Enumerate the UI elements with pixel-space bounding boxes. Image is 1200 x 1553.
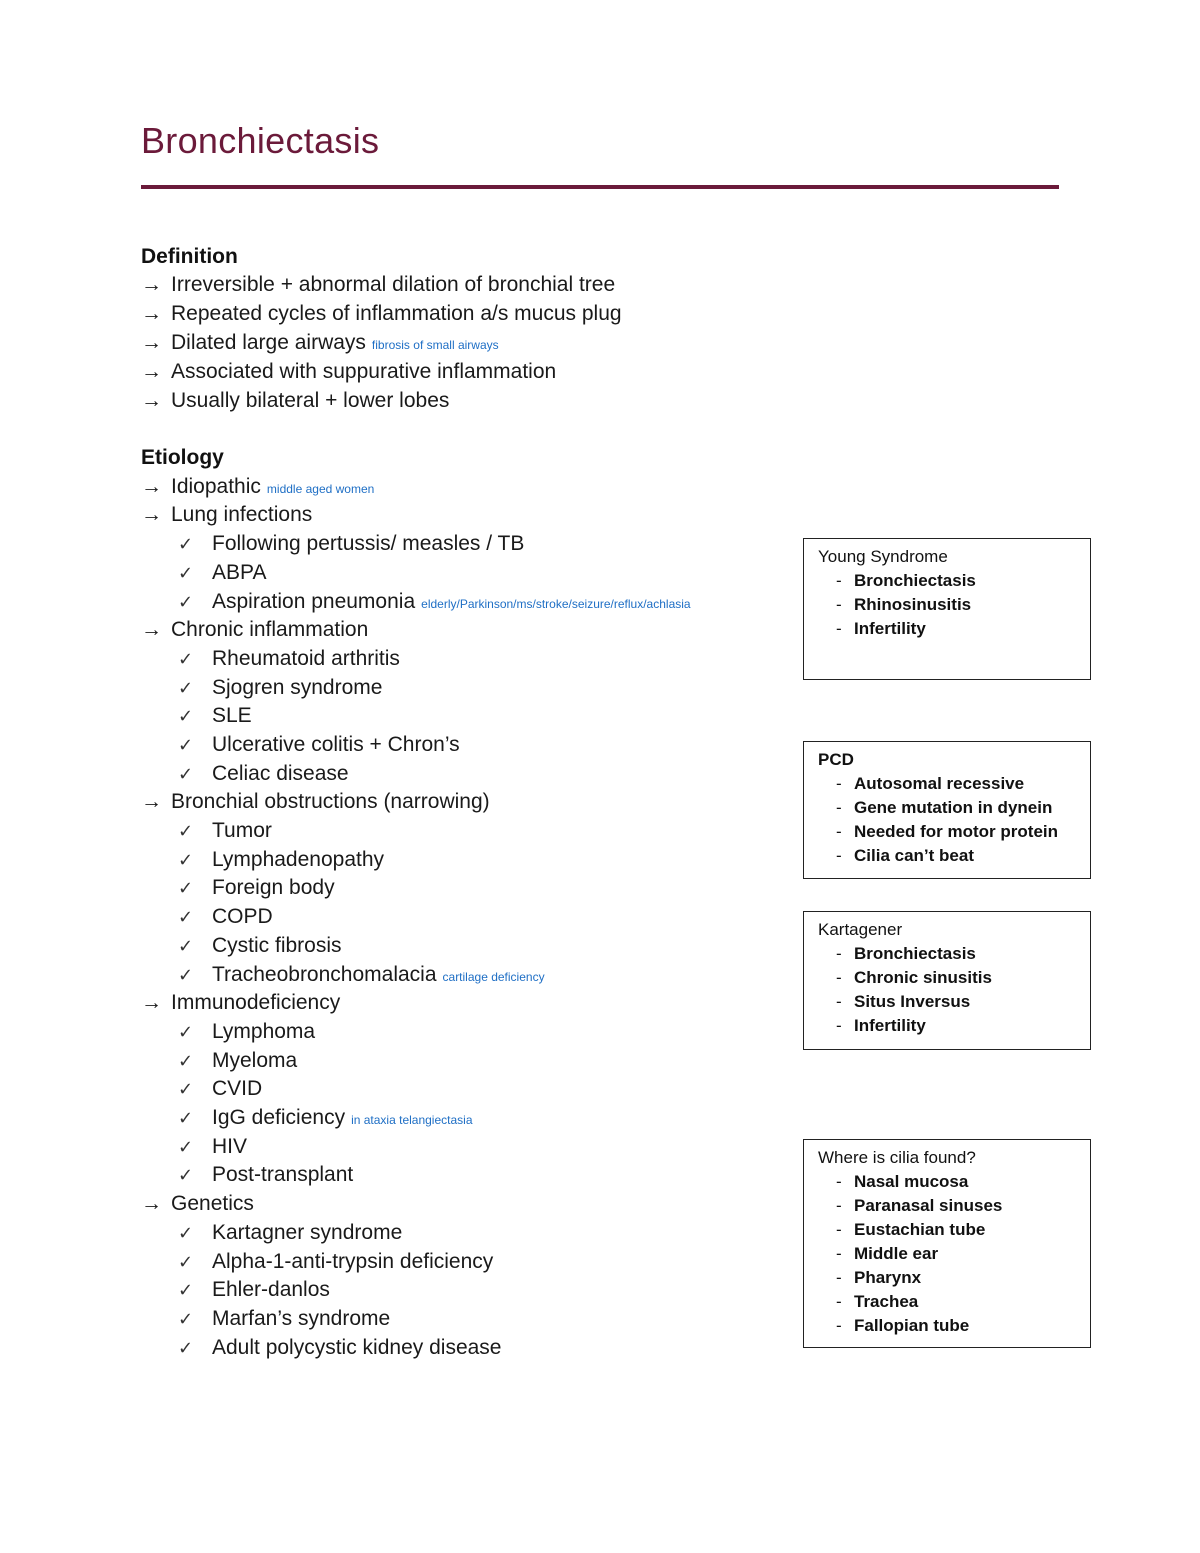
annotation-note: cartilage deficiency xyxy=(442,970,545,984)
checkmark-icon: ✓ xyxy=(178,1252,194,1272)
checkmark-icon: ✓ xyxy=(178,907,194,927)
box-item: - Pharynx xyxy=(836,1268,922,1287)
etiology-category: → Bronchial obstructions (narrowing) xyxy=(141,790,490,813)
box-item: - Eustachian tube xyxy=(836,1220,986,1239)
arrow-icon: → xyxy=(141,991,162,1014)
checkmark-icon: ✓ xyxy=(178,1223,194,1243)
list-item: ✓ Tracheobronchomalacia cartilage deficiency xyxy=(178,963,545,986)
box-item: - Chronic sinusitis xyxy=(836,968,992,987)
etiology-category: → Immunodeficiency xyxy=(141,991,341,1014)
box-title: Young Syndrome xyxy=(818,547,948,566)
definition-item: → Repeated cycles of inflammation a/s mucus plug xyxy=(141,302,622,325)
arrow-icon: → xyxy=(141,389,162,412)
definition-item: → Irreversible + abnormal dilation of bronchial tree xyxy=(141,273,616,296)
pcd-box xyxy=(803,741,1091,879)
box-item: - Trachea xyxy=(836,1292,919,1311)
annotation-note: in ataxia telangiectasia xyxy=(351,1113,473,1127)
list-item: ✓ Tumor xyxy=(178,819,272,842)
list-item: ✓ IgG deficiency in ataxia telangiectasia xyxy=(178,1106,473,1129)
list-item: ✓ Alpha-1-anti-trypsin deficiency xyxy=(178,1250,494,1273)
definition-item: → Dilated large airways fibrosis of small airways xyxy=(141,331,499,354)
box-item: - Fallopian tube xyxy=(836,1316,970,1335)
box-item: - Needed for motor protein xyxy=(836,822,1059,841)
checkmark-icon: ✓ xyxy=(178,1309,194,1329)
kartagener-box xyxy=(803,911,1091,1050)
box-title: PCD xyxy=(818,750,854,769)
list-item: ✓ Ulcerative colitis + Chron’s xyxy=(178,733,460,756)
arrow-icon: → xyxy=(141,331,162,354)
checkmark-icon: ✓ xyxy=(178,965,194,985)
definition-item: → Usually bilateral + lower lobes xyxy=(141,389,450,412)
etiology-category: → Idiopathic middle aged women xyxy=(141,475,375,498)
title-divider xyxy=(141,185,1059,189)
arrow-icon: → xyxy=(141,302,162,325)
box-title: Kartagener xyxy=(818,920,903,939)
list-item: ✓ Ehler-danlos xyxy=(178,1278,330,1301)
list-item: ✓ Adult polycystic kidney disease xyxy=(178,1336,502,1359)
checkmark-icon: ✓ xyxy=(178,1165,194,1185)
arrow-icon: → xyxy=(141,1192,162,1215)
box-item: - Paranasal sinuses xyxy=(836,1196,1003,1215)
checkmark-icon: ✓ xyxy=(178,735,194,755)
list-item: ✓ Lymphoma xyxy=(178,1020,316,1043)
list-item: ✓ Cystic fibrosis xyxy=(178,934,342,957)
checkmark-icon: ✓ xyxy=(178,1079,194,1099)
box-item: - Cilia can’t beat xyxy=(836,846,974,865)
box-item: - Infertility xyxy=(836,619,926,638)
checkmark-icon: ✓ xyxy=(178,1051,194,1071)
checkmark-icon: ✓ xyxy=(178,850,194,870)
list-item: ✓ Rheumatoid arthritis xyxy=(178,647,400,670)
list-item: ✓ Following pertussis/ measles / TB xyxy=(178,532,525,555)
checkmark-icon: ✓ xyxy=(178,878,194,898)
arrow-icon: → xyxy=(141,475,162,498)
annotation-note: fibrosis of small airways xyxy=(371,338,499,352)
checkmark-icon: ✓ xyxy=(178,1108,194,1128)
arrow-icon: → xyxy=(141,503,162,526)
cilia-location-box xyxy=(803,1139,1091,1348)
checkmark-icon: ✓ xyxy=(178,1280,194,1300)
checkmark-icon: ✓ xyxy=(178,534,194,554)
arrow-icon: → xyxy=(141,273,162,296)
list-item: ✓ Kartagner syndrome xyxy=(178,1221,403,1244)
list-item: ✓ Sjogren syndrome xyxy=(178,676,383,699)
list-item: ✓ COPD xyxy=(178,905,273,928)
list-item: ✓ CVID xyxy=(178,1077,263,1100)
box-item: - Situs Inversus xyxy=(836,992,971,1011)
etiology-category: → Genetics xyxy=(141,1192,254,1215)
page-title: Bronchiectasis xyxy=(141,120,380,161)
definition-heading: Definition xyxy=(141,245,238,268)
checkmark-icon: ✓ xyxy=(178,936,194,956)
arrow-icon: → xyxy=(141,790,162,813)
list-item: ✓ Foreign body xyxy=(178,876,335,899)
box-item: - Middle ear xyxy=(836,1244,939,1263)
etiology-heading: Etiology xyxy=(141,446,224,469)
checkmark-icon: ✓ xyxy=(178,1338,194,1358)
checkmark-icon: ✓ xyxy=(178,706,194,726)
checkmark-icon: ✓ xyxy=(178,821,194,841)
annotation-note: middle aged women xyxy=(266,482,375,496)
list-item: ✓ Post-transplant xyxy=(178,1163,354,1186)
checkmark-icon: ✓ xyxy=(178,563,194,583)
box-item: - Nasal mucosa xyxy=(836,1172,969,1191)
etiology-category: → Lung infections xyxy=(141,503,313,526)
box-item: - Autosomal recessive xyxy=(836,774,1025,793)
checkmark-icon: ✓ xyxy=(178,649,194,669)
box-item: - Gene mutation in dynein xyxy=(836,798,1053,817)
checkmark-icon: ✓ xyxy=(178,1137,194,1157)
list-item: ✓ Myeloma xyxy=(178,1049,298,1072)
list-item: ✓ Marfan’s syndrome xyxy=(178,1307,391,1330)
checkmark-icon: ✓ xyxy=(178,592,194,612)
list-item: ✓ ABPA xyxy=(178,561,267,584)
checkmark-icon: ✓ xyxy=(178,764,194,784)
list-item: ✓ HIV xyxy=(178,1135,248,1158)
young-syndrome-box xyxy=(803,538,1091,680)
checkmark-icon: ✓ xyxy=(178,678,194,698)
box-title: Where is cilia found? xyxy=(818,1148,976,1167)
box-item: - Rhinosinusitis xyxy=(836,595,972,614)
list-item: ✓ Celiac disease xyxy=(178,762,349,785)
arrow-icon: → xyxy=(141,618,162,641)
annotation-note: elderly/Parkinson/ms/stroke/seizure/reflux/achlasia xyxy=(421,597,691,611)
box-item: - Bronchiectasis xyxy=(836,944,976,963)
list-item: ✓ SLE xyxy=(178,704,252,727)
arrow-icon: → xyxy=(141,360,162,383)
etiology-category: → Chronic inflammation xyxy=(141,618,369,641)
definition-item: → Associated with suppurative inflammation xyxy=(141,360,557,383)
list-item: ✓ Lymphadenopathy xyxy=(178,848,385,871)
box-item: - Infertility xyxy=(836,1016,926,1035)
checkmark-icon: ✓ xyxy=(178,1022,194,1042)
box-item: - Bronchiectasis xyxy=(836,571,976,590)
list-item: ✓ Aspiration pneumonia elderly/Parkinson/ms/stroke/seizure/reflux/achlasia xyxy=(178,590,691,613)
